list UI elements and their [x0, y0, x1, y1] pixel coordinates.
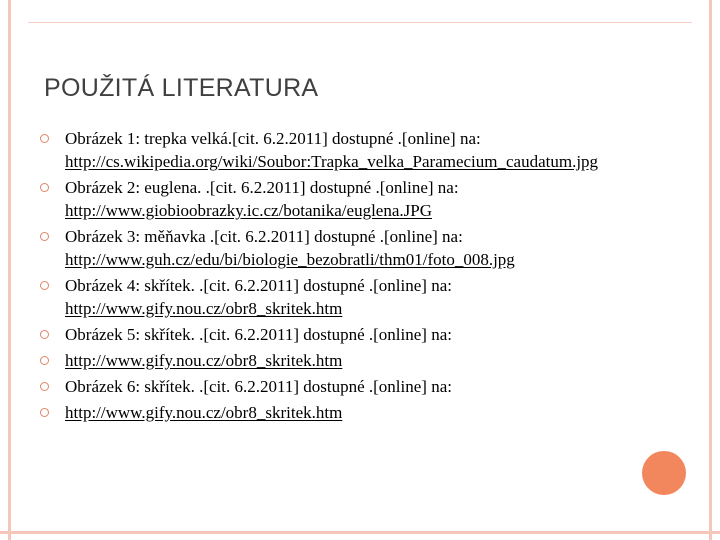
bibliography-list [40, 127, 640, 427]
decorative-circle-icon [642, 451, 686, 495]
list-item [40, 225, 640, 271]
bullet-icon [40, 356, 49, 365]
citation-link[interactable]: http://cs.wikipedia.org/wiki/Soubor:Trapka_velka_Paramecium_caudatum.jpg [65, 152, 599, 171]
bullet-icon [40, 408, 49, 417]
citation-link[interactable]: http://www.guh.cz/edu/bi/biologie_bezobratli/thm01/foto_008.jpg [65, 250, 515, 269]
citation-text: Obrázek 5: skřítek. .[cit. 6.2.2011] dostupné .[online] na: [65, 325, 452, 344]
slide-title: POUŽITÁ LITERATURA [44, 74, 319, 102]
left-border [8, 0, 11, 540]
bullet-icon [40, 232, 49, 241]
bullet-icon [40, 382, 49, 391]
citation-text: Obrázek 1: trepka velká.[cit. 6.2.2011] dostupné .[online] na: [65, 129, 481, 148]
bottom-border [0, 531, 720, 534]
list-item [40, 127, 640, 173]
bullet-icon [40, 183, 49, 192]
citation-link[interactable]: http://www.gify.nou.cz/obr8_skritek.htm [65, 403, 343, 422]
bullet-icon [40, 330, 49, 339]
bullet-icon [40, 281, 49, 290]
list-item [40, 375, 640, 398]
citation-text: Obrázek 6: skřítek. .[cit. 6.2.2011] dostupné .[online] na: [65, 377, 452, 396]
citation-text: Obrázek 4: skřítek. .[cit. 6.2.2011] dostupné .[online] na: [65, 276, 452, 295]
list-item [40, 323, 640, 346]
list-item [40, 274, 640, 320]
citation-text: Obrázek 3: měňavka .[cit. 6.2.2011] dostupné .[online] na: [65, 227, 463, 246]
bullet-icon [40, 134, 49, 143]
list-item [40, 349, 640, 372]
citation-link[interactable]: http://www.giobioobrazky.ic.cz/botanika/euglena.JPG [65, 201, 432, 220]
top-divider [28, 22, 692, 23]
citation-text: Obrázek 2: euglena. .[cit. 6.2.2011] dostupné .[online] na: [65, 178, 459, 197]
list-item [40, 176, 640, 222]
right-border [709, 0, 712, 540]
citation-link[interactable]: http://www.gify.nou.cz/obr8_skritek.htm [65, 351, 343, 370]
citation-link[interactable]: http://www.gify.nou.cz/obr8_skritek.htm [65, 299, 343, 318]
list-item [40, 401, 640, 424]
